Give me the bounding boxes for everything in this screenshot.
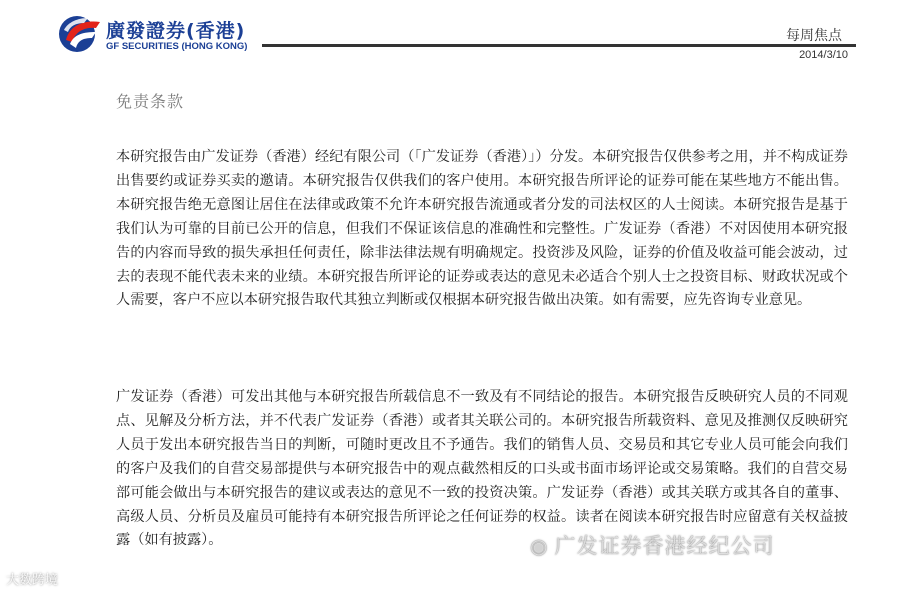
watermark-left-text: 大数跨境 (6, 573, 59, 588)
section-label: 每周焦点 (786, 28, 842, 44)
gf-logo-icon (56, 14, 102, 54)
watermark-right (530, 530, 774, 560)
brand-name-en: GF SECURITIES (HONG KONG) (106, 41, 248, 52)
brand-name-cn: 廣發證券(香港) (106, 20, 246, 42)
watermark-right-text: 广发证券香港经纪公司 (554, 534, 775, 558)
wechat-icon: ◉ (530, 534, 549, 558)
disclaimer-paragraph-2: 广发证券（香港）可发出其他与本研究报告所载信息不一致及有不同结论的报告。本研究报告反映研究人员的不同观点、见解及分析方法，并不代表广发证券（香港）或者其关联公司的。本研究报告所载资料、意见及推测仅反映研究人员于发出本研究报告当日的判断，可随时更改且不予通告。我们的销售人员、交易员和其它专业人员可能会向我们的客户及我们的自营交易部提供与本研究报告中的观点截然相反的口头或书面市场评论或交易策略。我们的自营交易部可能会做出与本研究报告的建议或表达的意见不一致的投资决策。广发证券（香港）或其关联方或其各自的董事、高级人员、分析员及雇员可能持有本研究报告所评论之任何证券的权益。读者在阅读本研究报告时应留意有关权益披露（如有披露）。 (116, 389, 848, 549)
disclaimer-title: 免责条款 (116, 92, 185, 111)
report-date: 2014/3/10 (799, 49, 848, 61)
header-rule (262, 44, 856, 47)
report-header (0, 0, 900, 80)
watermark-left (6, 569, 58, 588)
disclaimer-paragraph-1: 本研究报告由广发证券（香港）经纪有限公司（「广发证券（香港）」）分发。本研究报告仅供参考之用，并不构成证券出售要约或证券买卖的邀请。本研究报告仅供我们的客户使用。本研究报告所评论的证券可能在某些地方不能出售。本研究报告绝无意图让居住在法律或政策不允许本研究报告流通或者分发的司法权区的人士阅读。本研究报告是基于我们认为可靠的目前已公开的信息，但我们不保证该信息的准确性和完整性。广发证券（香港）不对因使用本研究报告的内容而导致的损失承担任何责任，除非法律法规有明确规定。投资涉及风险，证券的价值及收益可能会波动，过去的表现不能代表未来的业绩。本研究报告所评论的证券或表达的意见未必适合个别人士之投资目标、财政状况或个人需要，客户不应以本研究报告取代其独立判断或仅根据本研究报告做出决策。如有需要，应先咨询专业意见。 (116, 149, 848, 309)
